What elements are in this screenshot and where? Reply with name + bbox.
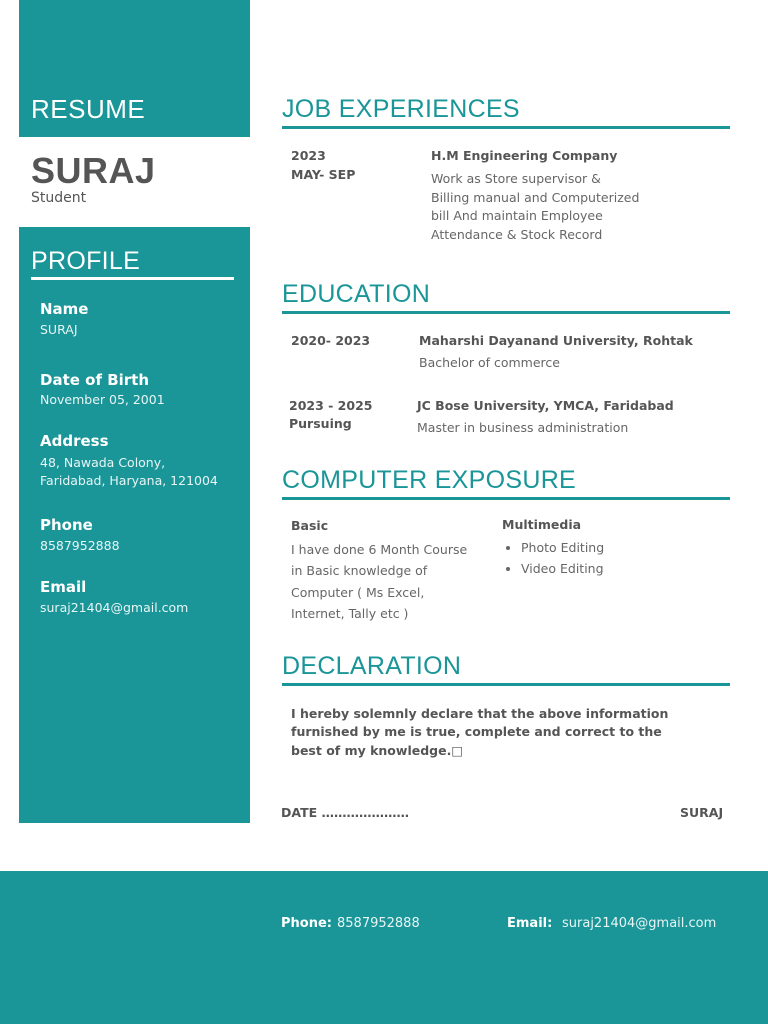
- profile-address-line2: Faridabad, Haryana, 121004: [40, 473, 218, 488]
- job-desc-line: Work as Store supervisor &: [431, 171, 601, 186]
- job-desc-line: bill And maintain Employee: [431, 208, 603, 223]
- computer-basic-line: Internet, Tally etc ): [291, 606, 409, 621]
- profile-name-label: Name: [40, 300, 89, 318]
- computer-exposure-heading: COMPUTER EXPOSURE: [282, 466, 577, 494]
- declaration-heading: DECLARATION: [282, 652, 462, 680]
- computer-basic-line: in Basic knowledge of: [291, 563, 428, 578]
- profile-phone-value: 8587952888: [40, 538, 120, 553]
- footer-phone-label: Phone:: [281, 916, 332, 931]
- education-institution: JC Bose University, YMCA, Faridabad: [417, 398, 674, 413]
- declaration-signature: SURAJ: [680, 805, 724, 820]
- footer-email-label: Email:: [507, 916, 553, 931]
- job-company: H.M Engineering Company: [431, 148, 618, 163]
- job-desc-line: Attendance & Stock Record: [431, 227, 603, 242]
- job-experiences-divider: [282, 126, 730, 129]
- job-months: MAY- SEP: [291, 167, 356, 182]
- computer-basic-line: I have done 6 Month Course: [291, 542, 468, 557]
- computer-multimedia-label: Multimedia: [502, 517, 582, 532]
- education-degree: Bachelor of commerce: [419, 355, 560, 370]
- profile-divider: [31, 277, 234, 280]
- computer-exposure-divider: [282, 497, 730, 500]
- multimedia-list: [502, 537, 604, 579]
- education-degree: Master in business administration: [417, 420, 629, 435]
- footer-phone-value: 8587952888: [337, 916, 420, 931]
- education-heading: EDUCATION: [282, 280, 431, 308]
- education-divider: [282, 311, 730, 314]
- declaration-date: DATE …………………: [281, 805, 409, 820]
- profile-phone-label: Phone: [40, 516, 93, 534]
- computer-basic-label: Basic: [291, 518, 329, 533]
- declaration-line: best of my knowledge.□: [291, 743, 464, 758]
- list-item: • Photo Editing: [521, 537, 604, 558]
- profile-dob-value: November 05, 2001: [40, 392, 165, 407]
- profile-email-value: suraj21404@gmail.com: [40, 600, 189, 615]
- declaration-divider: [282, 683, 730, 686]
- candidate-name: SURAJ: [31, 150, 156, 191]
- profile-email-label: Email: [40, 578, 87, 596]
- profile-heading: PROFILE: [31, 247, 141, 275]
- profile-dob-label: Date of Birth: [40, 371, 150, 389]
- declaration-line: furnished by me is true, complete and correct to the: [291, 724, 662, 739]
- computer-basic-line: Computer ( Ms Excel,: [291, 585, 425, 600]
- footer-email-value: suraj21404@gmail.com: [562, 916, 717, 931]
- profile-address-line1: 48, Nawada Colony,: [40, 455, 166, 470]
- profile-name-value: SURAJ: [40, 322, 78, 337]
- profile-address-label: Address: [40, 432, 109, 450]
- job-desc-line: Billing manual and Computerized: [431, 190, 640, 205]
- job-experiences-heading: JOB EXPERIENCES: [282, 95, 520, 123]
- candidate-subtitle: Student: [31, 190, 87, 206]
- education-years: 2020- 2023: [291, 333, 371, 348]
- list-item: • Video Editing: [521, 558, 604, 579]
- education-years: 2023 - 2025: [289, 398, 373, 413]
- declaration-line: I hereby solemnly declare that the above information: [291, 706, 669, 721]
- education-status: Pursuing: [289, 416, 352, 431]
- footer: [0, 871, 768, 1024]
- education-institution: Maharshi Dayanand University, Rohtak: [419, 333, 693, 348]
- job-year: 2023: [291, 148, 326, 163]
- resume-label: RESUME: [31, 94, 146, 124]
